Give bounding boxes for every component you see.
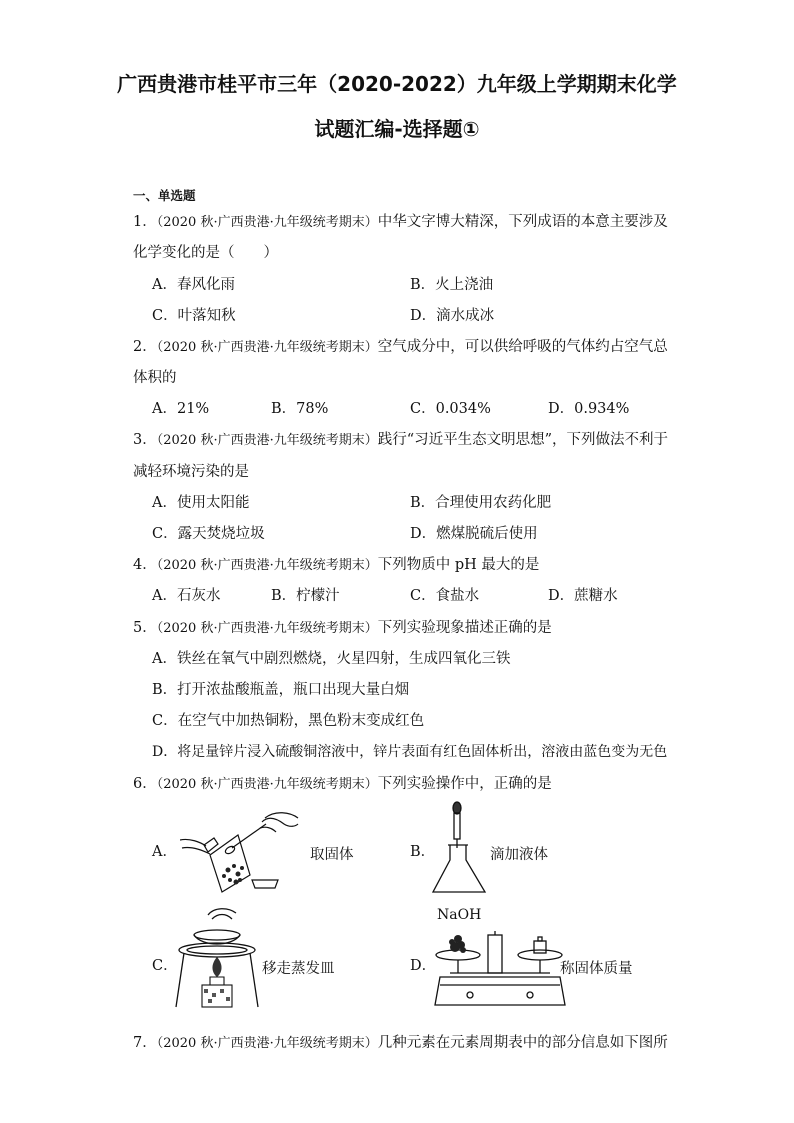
question-3-line2: 减轻环境污染的是	[133, 464, 249, 480]
option-d: D．蔗糖水	[548, 588, 618, 604]
question-text: 下列实验操作中，正确的是	[377, 776, 552, 792]
take-solid-illustration	[180, 800, 300, 895]
question-6	[133, 775, 552, 794]
option-a: A．春风化雨	[152, 277, 235, 293]
question-1-line2: 化学变化的是（ ）	[133, 245, 278, 261]
option-a: A．21%	[152, 401, 210, 417]
option-a: A．使用太阳能	[152, 495, 250, 511]
option-c: C．叶落知秋	[152, 308, 236, 324]
option-c: C．在空气中加热铜粉，黑色粉末变成红色	[152, 713, 425, 729]
question-text: 中华文字博大精深，下列成语的本意主要涉及	[377, 214, 668, 230]
option-b: B．打开浓盐酸瓶盖，瓶口出现大量白烟	[152, 682, 410, 698]
question-text: 下列实验现象描述正确的是	[377, 620, 552, 636]
question-number: 6．	[133, 776, 157, 792]
option-a: A．铁丝在氧气中剧烈燃烧，火星四射，生成四氧化三铁	[152, 651, 511, 667]
question-number: 2．	[133, 339, 157, 355]
option-b: B．火上浇油	[410, 277, 494, 293]
question-source: （2020 秋·广西贵港·九年级统考期末）	[156, 621, 378, 636]
evaporating-dish-illustration	[172, 905, 262, 1010]
option-c: C．0.034%	[410, 401, 491, 417]
question-source: （2020 秋·广西贵港·九年级统考期末）	[156, 340, 378, 355]
section-heading: 一、单选题	[133, 188, 196, 203]
option-b: B．78%	[271, 401, 329, 417]
option-d: D．将足量锌片浸入硫酸铜溶液中，锌片表面有红色固体析出，溶液由蓝色变为无色	[152, 744, 668, 760]
caption-b: 滴加液体	[490, 847, 548, 863]
option-b: B．柠檬汁	[271, 588, 340, 604]
option-a: A．	[152, 844, 177, 860]
question-text: 下列物质中 pH 最大的是	[377, 557, 540, 573]
option-b: B．合理使用农药化肥	[410, 495, 552, 511]
dropper-flask-illustration	[430, 800, 490, 900]
option-a: A．石灰水	[152, 588, 221, 604]
option-d: D．滴水成冰	[410, 308, 495, 324]
question-number: 1．	[133, 214, 157, 230]
question-7	[133, 1034, 668, 1053]
option-c: C．	[152, 958, 178, 974]
question-text: 几种元素在元素周期表中的部分信息如下图所	[377, 1035, 668, 1051]
question-text: 空气成分中，可以供给呼吸的气体约占空气总	[377, 339, 668, 355]
question-5	[133, 619, 552, 638]
option-d: D．	[410, 958, 437, 974]
question-number: 5．	[133, 620, 157, 636]
option-d: D．燃煤脱硫后使用	[410, 526, 538, 542]
naoh-label: NaOH	[437, 907, 482, 923]
question-source: （2020 秋·广西贵港·九年级统考期末）	[156, 777, 378, 792]
question-source: （2020 秋·广西贵港·九年级统考期末）	[156, 1036, 378, 1051]
page-title-line1: 广西贵港市桂平市三年（2020-2022）九年级上学期期末化学	[117, 72, 677, 96]
question-2	[133, 338, 668, 357]
option-d: D．0.934%	[548, 401, 630, 417]
question-number: 3．	[133, 432, 157, 448]
question-number: 7．	[133, 1035, 157, 1051]
option-b: B．	[410, 844, 436, 860]
page-title-line2: 试题汇编-选择题①	[314, 117, 480, 141]
question-source: （2020 秋·广西贵港·九年级统考期末）	[156, 433, 378, 448]
question-3	[133, 431, 668, 450]
question-number: 4．	[133, 557, 157, 573]
question-2-line2: 体积的	[133, 370, 177, 386]
balance-illustration	[430, 925, 575, 1010]
question-source: （2020 秋·广西贵港·九年级统考期末）	[156, 215, 378, 230]
question-text: 践行“习近平生态文明思想”，下列做法不利于	[377, 432, 669, 448]
option-c: C．露天焚烧垃圾	[152, 526, 265, 542]
question-1	[133, 213, 668, 232]
caption-a: 取固体	[310, 847, 354, 863]
question-source: （2020 秋·广西贵港·九年级统考期末）	[156, 558, 378, 573]
caption-c: 移走蒸发皿	[262, 961, 335, 977]
caption-d: 称固体质量	[560, 961, 633, 977]
question-4	[133, 556, 539, 575]
option-c: C．食盐水	[410, 588, 480, 604]
